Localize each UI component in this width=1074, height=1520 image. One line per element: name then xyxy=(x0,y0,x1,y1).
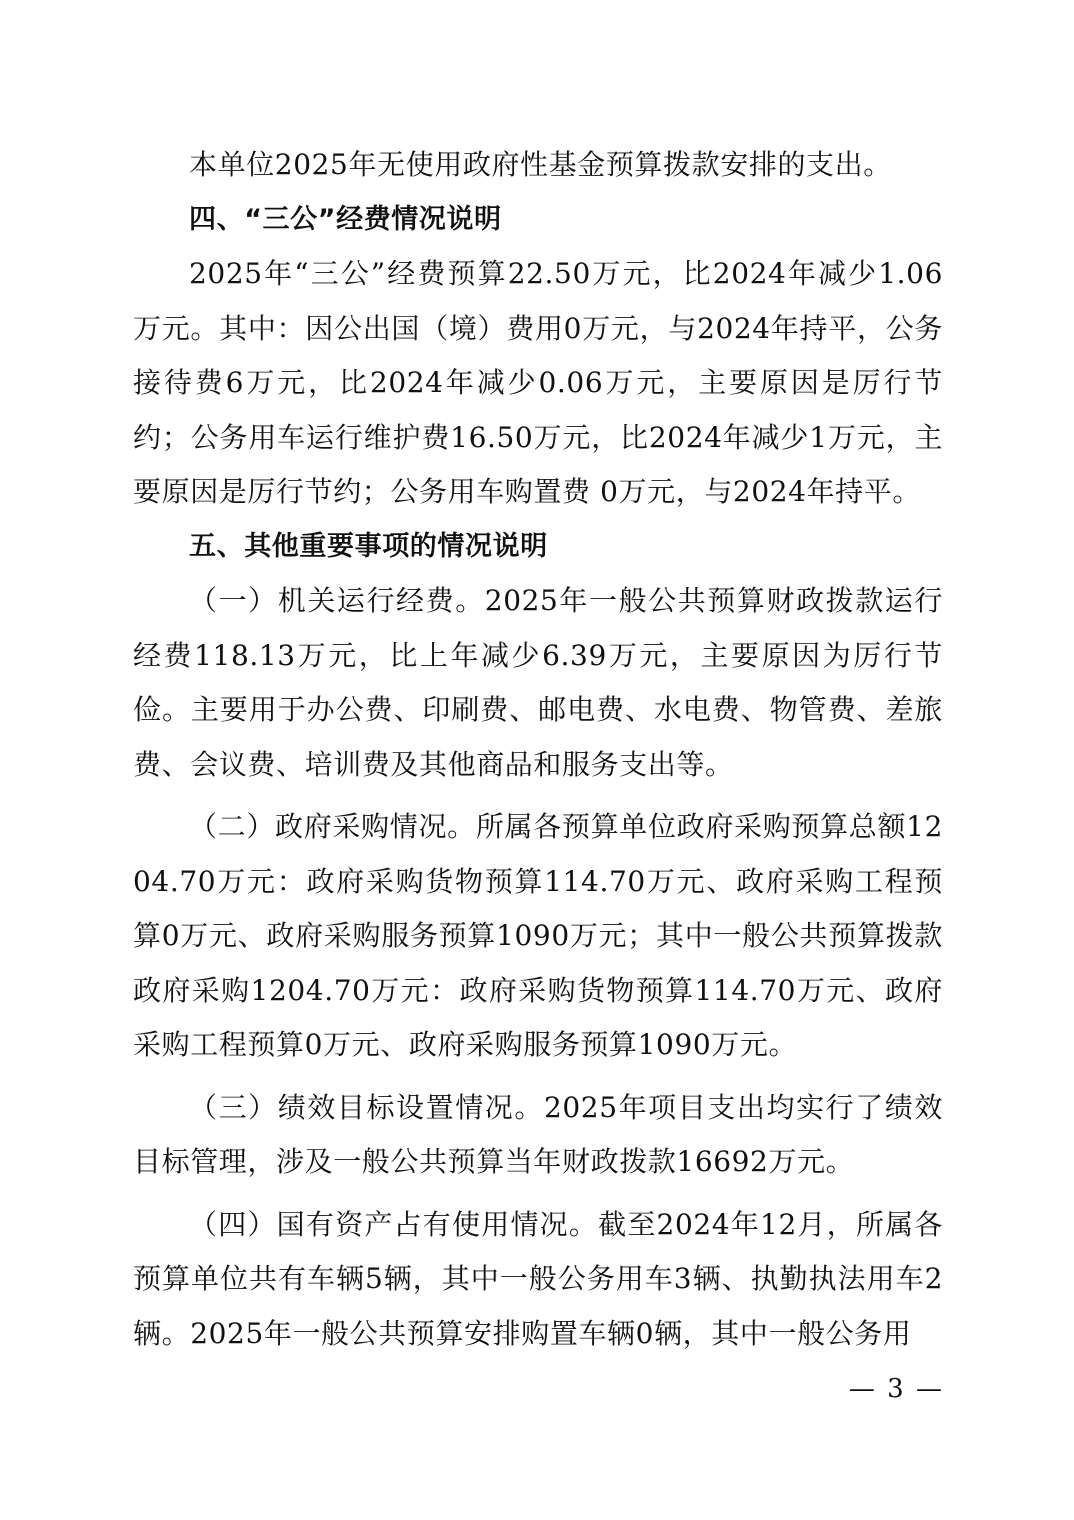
paragraph-state-assets: （四）国有资产占有使用情况。截至2024年12月，所属各预算单位共有车辆5辆，其中一般公务用车3辆、执勤执法用车2辆。2025年一般公共预算安排购置车辆0辆，其中一般公务用 xyxy=(133,1207,943,1350)
paragraph-gap xyxy=(133,1190,943,1198)
section-heading-three-public: 四、“三公”经费情况说明 xyxy=(189,203,502,235)
paragraph-government-fund: 本单位2025年无使用政府性基金预算拨款安排的支出。 xyxy=(189,148,892,181)
section-heading-other-matters: 五、其他重要事项的情况说明 xyxy=(189,530,548,562)
paragraph-gap xyxy=(133,1073,943,1081)
paragraph-performance-targets: （三）绩效目标设置情况。2025年项目支出均实行了绩效目标管理，涉及一般公共预算当年财政拨款16692万元。 xyxy=(133,1090,943,1178)
paragraph-gap xyxy=(133,792,943,800)
paragraph-three-public-expenses: 2025年“三公”经费预算22.50万元，比2024年减少1.06万元。其中：因公出国（境）费用0万元，与2024年持平，公务接待费6万元，比2024年减少0.06万元，主要原因是厉行节约；公务用车运行维护费16.50万元，比2024年减少1万元，主要原因是厉行节约；公务用车购置费 0万元，与2024年持平。 xyxy=(133,257,943,508)
paragraph-government-procurement: （二）政府采购情况。所属各预算单位政府采购预算总额1204.70万元：政府采购货物预算114.70万元、政府采购工程预算0万元、政府采购服务预算1090万元；其中一般公共预算拨款政府采购1204.70万元：政府采购货物预算114.70万元、政府采购工程预算0万元、政府采购服务预算1090万元。 xyxy=(133,810,943,1061)
paragraph-operating-expenses: （一）机关运行经费。2025年一般公共预算财政拨款运行经费118.13万元，比上年减少6.39万元，主要原因为厉行节俭。主要用于办公费、印刷费、邮电费、水电费、物管费、差旅费、会议费、培训费及其他商品和服务支出等。 xyxy=(133,584,943,781)
document-body xyxy=(133,138,943,1361)
page-number: — 3 — xyxy=(848,1374,944,1404)
